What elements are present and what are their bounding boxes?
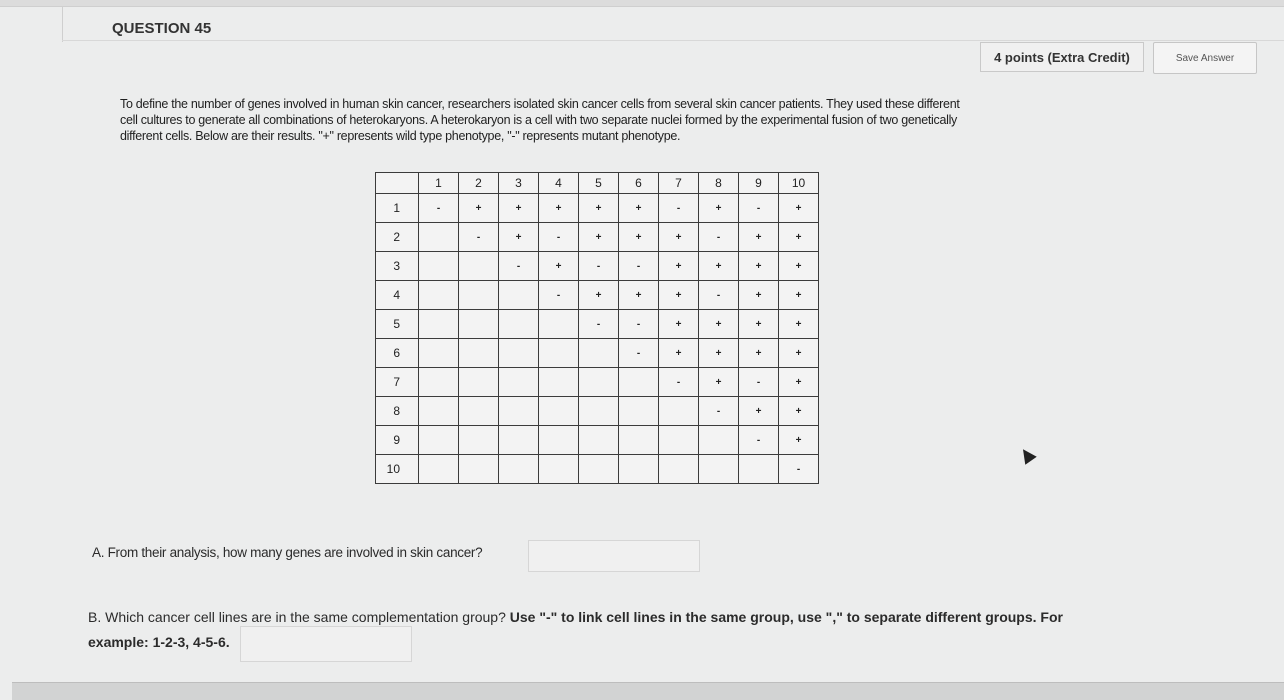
table-cell: + <box>539 252 579 281</box>
table-cell: - <box>539 281 579 310</box>
table-cell: - <box>699 223 739 252</box>
table-cell: + <box>739 281 779 310</box>
table-cell: + <box>659 310 699 339</box>
table-cell: - <box>499 252 539 281</box>
question-divider <box>62 40 1284 41</box>
table-cell <box>419 310 459 339</box>
table-cell <box>579 368 619 397</box>
table-cell <box>459 368 499 397</box>
table-cell <box>579 426 619 455</box>
table-cell: + <box>579 194 619 223</box>
table-cell <box>419 223 459 252</box>
table-cell <box>459 426 499 455</box>
table-cell: + <box>659 223 699 252</box>
row-header: 1 <box>376 194 419 223</box>
table-cell: - <box>539 223 579 252</box>
answer-b-input[interactable] <box>240 626 412 662</box>
table-cell <box>499 397 539 426</box>
table-cell: - <box>619 252 659 281</box>
table-cell <box>539 339 579 368</box>
question-title: QUESTION 45 <box>112 20 212 37</box>
save-answer-button[interactable]: Save Answer <box>1153 42 1257 74</box>
table-row <box>376 397 819 426</box>
table-cell: + <box>499 194 539 223</box>
table-cell: - <box>739 368 779 397</box>
complementation-table <box>375 172 819 484</box>
column-header: 4 <box>539 173 579 194</box>
table-cell <box>699 455 739 484</box>
table-cell: + <box>699 368 739 397</box>
table-cell: - <box>579 252 619 281</box>
table-cell: + <box>739 223 779 252</box>
column-header: 1 <box>419 173 459 194</box>
table-cell: + <box>699 252 739 281</box>
table-cell: - <box>579 310 619 339</box>
row-header: 3 <box>376 252 419 281</box>
table-row <box>376 223 819 252</box>
column-header: 10 <box>779 173 819 194</box>
table-cell <box>419 281 459 310</box>
table-body <box>376 194 819 484</box>
table-cell: + <box>579 223 619 252</box>
bottom-bar <box>12 682 1284 700</box>
table-row <box>376 310 819 339</box>
intro-line-1: To define the number of genes involved in human skin cancer, researchers isolated skin cancer cells from several skin cancer patients. They used these different <box>120 97 960 111</box>
question-b-text: B. Which cancer cell lines are in the same complementation group? <box>88 609 506 625</box>
table-cell <box>459 281 499 310</box>
table-cell: + <box>739 339 779 368</box>
table-cell <box>459 397 499 426</box>
question-intro <box>120 96 1060 144</box>
table-cell: + <box>539 194 579 223</box>
table-cell <box>459 310 499 339</box>
row-header: 7 <box>376 368 419 397</box>
table-cell <box>419 455 459 484</box>
table-cell: + <box>739 310 779 339</box>
table-cell: + <box>779 339 819 368</box>
column-header: 9 <box>739 173 779 194</box>
table-cell: + <box>699 339 739 368</box>
table-cell: - <box>699 281 739 310</box>
table-cell <box>459 455 499 484</box>
table-cell <box>619 368 659 397</box>
table-cell <box>419 252 459 281</box>
table-row <box>376 339 819 368</box>
table-cell <box>539 310 579 339</box>
table-cell <box>419 368 459 397</box>
column-header: 8 <box>699 173 739 194</box>
column-header: 6 <box>619 173 659 194</box>
table-cell <box>619 426 659 455</box>
table-cell <box>419 426 459 455</box>
table-row <box>376 455 819 484</box>
table-cell <box>499 426 539 455</box>
table-cell <box>539 455 579 484</box>
mouse-cursor-icon <box>1017 445 1036 464</box>
table-cell: + <box>659 252 699 281</box>
table-cell: - <box>659 368 699 397</box>
table-row <box>376 252 819 281</box>
table-cell: + <box>699 310 739 339</box>
table-cell: + <box>699 194 739 223</box>
table-cell <box>499 455 539 484</box>
table-cell <box>579 397 619 426</box>
table-corner-cell <box>376 173 419 194</box>
table-cell <box>699 426 739 455</box>
table-cell: + <box>499 223 539 252</box>
intro-line-3: different cells. Below are their results. "+" represents wild type phenotype, "-" represents mutant phenotype. <box>120 129 681 143</box>
table-cell: - <box>419 194 459 223</box>
frame-line <box>62 6 63 42</box>
row-header: 6 <box>376 339 419 368</box>
table-cell <box>619 455 659 484</box>
row-header: 8 <box>376 397 419 426</box>
table-cell: + <box>659 339 699 368</box>
table-cell <box>619 397 659 426</box>
table-cell: + <box>779 397 819 426</box>
table-cell <box>539 397 579 426</box>
table-cell: + <box>619 223 659 252</box>
table-row <box>376 426 819 455</box>
table-cell: - <box>739 194 779 223</box>
table-cell: + <box>659 281 699 310</box>
table-cell: - <box>699 397 739 426</box>
table-row <box>376 194 819 223</box>
table-cell <box>539 368 579 397</box>
table-cell <box>419 339 459 368</box>
table-cell <box>499 368 539 397</box>
table-cell: + <box>619 281 659 310</box>
row-header: 10 <box>376 455 419 484</box>
table-cell: + <box>579 281 619 310</box>
question-b-instructions: Use "-" to link cell lines in the same group, use "," to separate different groups. For example: 1-2-3, 4-5-6. <box>88 609 1063 650</box>
column-header: 3 <box>499 173 539 194</box>
table-cell <box>659 455 699 484</box>
table-cell: - <box>619 339 659 368</box>
answer-a-input[interactable] <box>528 540 700 572</box>
table-cell <box>459 339 499 368</box>
table-row <box>376 281 819 310</box>
table-row <box>376 368 819 397</box>
table-cell: + <box>739 252 779 281</box>
table-cell: + <box>779 281 819 310</box>
table-cell: + <box>779 194 819 223</box>
table-cell <box>499 281 539 310</box>
table-cell <box>659 397 699 426</box>
table-cell <box>499 339 539 368</box>
table-cell <box>499 310 539 339</box>
points-label: 4 points (Extra Credit) <box>980 42 1144 72</box>
row-header: 4 <box>376 281 419 310</box>
table-cell <box>459 252 499 281</box>
column-header: 2 <box>459 173 499 194</box>
table-cell <box>539 426 579 455</box>
table-cell: - <box>739 426 779 455</box>
table-cell <box>579 339 619 368</box>
intro-line-2: cell cultures to generate all combinations of heterokaryons. A heterokaryon is a cell with two separate nuclei formed by the experimental fusion of two genetically <box>120 113 957 127</box>
column-header: 5 <box>579 173 619 194</box>
table-cell: + <box>459 194 499 223</box>
table-cell: - <box>459 223 499 252</box>
table-cell: - <box>619 310 659 339</box>
table-cell: + <box>779 426 819 455</box>
column-header: 7 <box>659 173 699 194</box>
table-cell <box>579 455 619 484</box>
table-cell: + <box>779 368 819 397</box>
table-cell: - <box>659 194 699 223</box>
table-cell <box>659 426 699 455</box>
row-header: 2 <box>376 223 419 252</box>
table-cell <box>419 397 459 426</box>
top-rule <box>0 0 1284 7</box>
table-header-row <box>376 173 819 194</box>
table-cell: + <box>779 252 819 281</box>
table-cell <box>739 455 779 484</box>
table-cell: - <box>779 455 819 484</box>
row-header: 9 <box>376 426 419 455</box>
table-cell: + <box>779 223 819 252</box>
question-a: A. From their analysis, how many genes are involved in skin cancer? <box>92 545 483 560</box>
table-cell: + <box>619 194 659 223</box>
table-cell: + <box>779 310 819 339</box>
table-cell: + <box>739 397 779 426</box>
row-header: 5 <box>376 310 419 339</box>
